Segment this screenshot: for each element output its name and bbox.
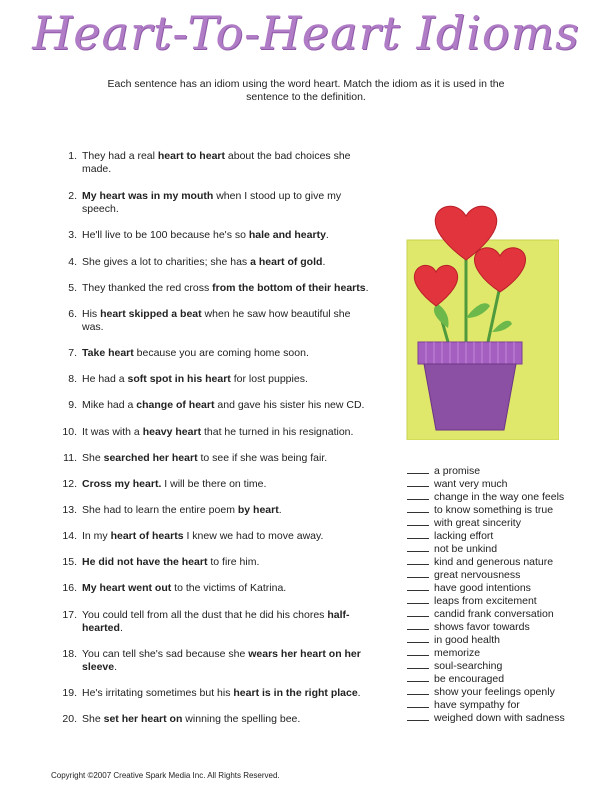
idiom-text: half-hearted	[82, 609, 350, 634]
idiom-text: Take heart	[82, 347, 134, 359]
sentence-text: It was with a	[82, 426, 143, 438]
definition-text: shows favor towards	[434, 621, 530, 633]
definition-item	[407, 685, 607, 698]
definition-text: in good health	[434, 634, 500, 646]
definition-item	[407, 607, 607, 620]
copyright-footer: Copyright ©2007 Creative Spark Media Inc. All Rights Reserved.	[51, 771, 280, 780]
question-number: 18.	[62, 648, 77, 660]
question-number: 15.	[62, 556, 77, 568]
sentence-text: .	[325, 229, 329, 241]
definition-text: leaps from excitement	[434, 595, 537, 607]
answer-blank[interactable]	[407, 490, 429, 500]
question-text	[82, 256, 372, 269]
sentence-text: I knew we had to move away.	[183, 530, 324, 542]
question-number: 9.	[68, 399, 77, 411]
definition-item	[407, 542, 607, 555]
question-text	[82, 308, 372, 334]
question-number: 10.	[62, 426, 77, 438]
idiom-text: hale and hearty	[248, 229, 326, 241]
answer-blank[interactable]	[407, 633, 429, 643]
idiom-text: searched her heart	[103, 452, 198, 464]
question-text	[82, 648, 372, 674]
question-text	[82, 713, 372, 726]
answer-blank[interactable]	[407, 711, 429, 721]
idiom-text: Cross my heart.	[82, 478, 162, 490]
definition-text: kind and generous nature	[434, 556, 554, 568]
sentence-text: I will be there on time.	[161, 478, 267, 490]
answer-blank[interactable]	[407, 646, 429, 656]
answer-blank[interactable]	[407, 594, 429, 604]
idiom-text: heart of hearts	[110, 530, 184, 542]
answer-blank[interactable]	[407, 620, 429, 630]
definition-text: want very much	[434, 478, 508, 490]
idiom-text: from the bottom of their hearts	[212, 282, 366, 294]
definition-item	[407, 659, 607, 672]
sentence-text: She gives a lot to charities; she has	[82, 256, 251, 268]
definition-text: have sympathy for	[434, 699, 520, 711]
question-text	[82, 347, 372, 360]
answer-blank[interactable]	[407, 672, 429, 682]
question-number: 11.	[63, 452, 77, 464]
sentence-text: winning the spelling bee.	[182, 713, 301, 725]
sentence-text: .	[357, 687, 361, 699]
question-text	[82, 282, 372, 295]
definition-item	[407, 568, 607, 581]
question-text	[82, 478, 372, 491]
instructions: Each sentence has an idiom using the word heart. Match the idiom as it is used in the sentence to the definition.	[107, 78, 505, 103]
idiom-text: set her heart on	[103, 713, 183, 725]
definition-text: memorize	[434, 647, 481, 659]
definition-item	[407, 516, 607, 529]
sentence-text: when I stood up to give my speech.	[82, 190, 342, 215]
definition-text: not be unkind	[434, 543, 498, 555]
sentence-text: .	[365, 282, 369, 294]
sentence-text: He's irritating sometimes but his	[82, 687, 234, 699]
definition-text: soul-searching	[434, 660, 503, 672]
answer-blank[interactable]	[407, 659, 429, 669]
answer-blank[interactable]	[407, 477, 429, 487]
question-text	[82, 452, 372, 465]
question-number: 17.	[62, 609, 77, 621]
idiom-text: heart is in the right place	[233, 687, 358, 699]
heart-flower-pot-illustration	[404, 200, 559, 440]
sentence-text: to the victims of Katrina.	[171, 582, 287, 594]
sentence-text: She	[82, 713, 104, 725]
definition-text: lacking effort	[434, 530, 494, 542]
question-text	[82, 609, 372, 635]
sentence-text: Mike had a	[82, 399, 137, 411]
sentence-text: to see if she was being fair.	[197, 452, 328, 464]
question-text	[82, 190, 372, 216]
sentence-text: They thanked the red cross	[82, 282, 213, 294]
idiom-text: heavy heart	[142, 426, 202, 438]
question-number: 12.	[62, 478, 77, 490]
question-number: 13.	[62, 504, 77, 516]
definition-text: great nervousness	[434, 569, 521, 581]
definition-item	[407, 594, 607, 607]
idiom-text: change of heart	[136, 399, 215, 411]
definition-list	[407, 464, 607, 724]
sentence-text: He'll live to be 100 because he's so	[82, 229, 249, 241]
answer-blank[interactable]	[407, 464, 429, 474]
question-number: 3.	[68, 229, 77, 241]
sentence-text: .	[114, 661, 118, 673]
sentence-text: that he turned in his resignation.	[201, 426, 354, 438]
answer-blank[interactable]	[407, 581, 429, 591]
question-number: 2.	[68, 190, 77, 202]
sentence-text: to fire him.	[207, 556, 260, 568]
question-text	[82, 530, 372, 543]
definition-item	[407, 633, 607, 646]
question-text	[82, 556, 372, 569]
definition-item	[407, 503, 607, 516]
definition-text: candid frank conversation	[434, 608, 554, 620]
question-number: 7.	[68, 347, 77, 359]
sentence-text: She had to learn the entire poem	[82, 504, 238, 516]
answer-blank[interactable]	[407, 555, 429, 565]
sentence-text: about the bad choices she made.	[82, 150, 351, 175]
idiom-text: He did not have the heart	[82, 556, 208, 568]
sentence-text: You can tell she's sad because she	[82, 648, 249, 660]
definition-item	[407, 698, 607, 711]
sentence-text: when he saw how beautiful she was.	[82, 308, 351, 333]
question-text	[82, 229, 372, 242]
definition-item	[407, 555, 607, 568]
answer-blank[interactable]	[407, 568, 429, 578]
answer-blank[interactable]	[407, 516, 429, 526]
idiom-text: soft spot in his heart	[127, 373, 231, 385]
pot-body	[424, 364, 516, 430]
sentence-text: You could tell from all the dust that he did his chores	[82, 609, 328, 621]
question-number: 1.	[68, 150, 77, 162]
answer-blank[interactable]	[407, 698, 429, 708]
sentence-text: They had a real	[82, 150, 158, 162]
idiom-text: wears her heart on her sleeve	[82, 648, 361, 673]
definition-item	[407, 464, 607, 477]
definition-item	[407, 620, 607, 633]
question-number: 16.	[62, 582, 77, 594]
sentence-text: In my	[82, 530, 111, 542]
answer-blank[interactable]	[407, 685, 429, 695]
sentence-text: for lost puppies.	[230, 373, 308, 385]
definition-item	[407, 672, 607, 685]
definition-text: weighed down with sadness	[434, 712, 565, 724]
question-text	[82, 687, 372, 700]
definition-text: change in the way one feels	[434, 491, 565, 503]
question-text	[82, 582, 372, 595]
question-number: 8.	[68, 373, 77, 385]
definition-item	[407, 646, 607, 659]
sentence-text: and gave his sister his new CD.	[214, 399, 365, 411]
question-text	[82, 150, 372, 176]
definition-text: with great sincerity	[434, 517, 521, 529]
definition-item	[407, 490, 607, 503]
definition-text: have good intentions	[434, 582, 531, 594]
sentence-text: He had a	[82, 373, 128, 385]
sentence-text: .	[119, 622, 123, 634]
question-number: 4.	[68, 256, 77, 268]
idiom-text: heart to heart	[157, 150, 225, 162]
idiom-text: My heart was in my mouth	[82, 190, 214, 202]
answer-blank[interactable]	[407, 542, 429, 552]
sentence-text: .	[322, 256, 326, 268]
definition-item	[407, 581, 607, 594]
sentence-text: His	[82, 308, 101, 320]
idiom-text: by heart	[237, 504, 279, 516]
definition-text: a promise	[434, 465, 481, 477]
idiom-text: heart skipped a beat	[100, 308, 202, 320]
question-text	[82, 373, 372, 386]
definition-text: show your feelings openly	[434, 686, 555, 698]
question-number: 19.	[62, 687, 77, 699]
answer-blank[interactable]	[407, 503, 429, 513]
question-text	[82, 399, 372, 412]
question-number: 5.	[68, 282, 77, 294]
idiom-text: a heart of gold	[250, 256, 323, 268]
definition-item	[407, 477, 607, 490]
sentence-text: She	[82, 452, 104, 464]
idiom-text: My heart went out	[82, 582, 172, 594]
definition-text: be encouraged	[434, 673, 505, 685]
definition-text: to know something is true	[434, 504, 554, 516]
page-title: Heart-To-Heart Idioms	[32, 6, 580, 60]
question-text	[82, 426, 372, 439]
answer-blank[interactable]	[407, 607, 429, 617]
answer-blank[interactable]	[407, 529, 429, 539]
sentence-text: because you are coming home soon.	[133, 347, 309, 359]
question-number: 20.	[62, 713, 77, 725]
question-text	[82, 504, 372, 517]
sentence-text: .	[278, 504, 282, 516]
definition-item	[407, 711, 607, 724]
question-number: 6.	[68, 308, 77, 320]
question-number: 14.	[62, 530, 77, 542]
definition-item	[407, 529, 607, 542]
